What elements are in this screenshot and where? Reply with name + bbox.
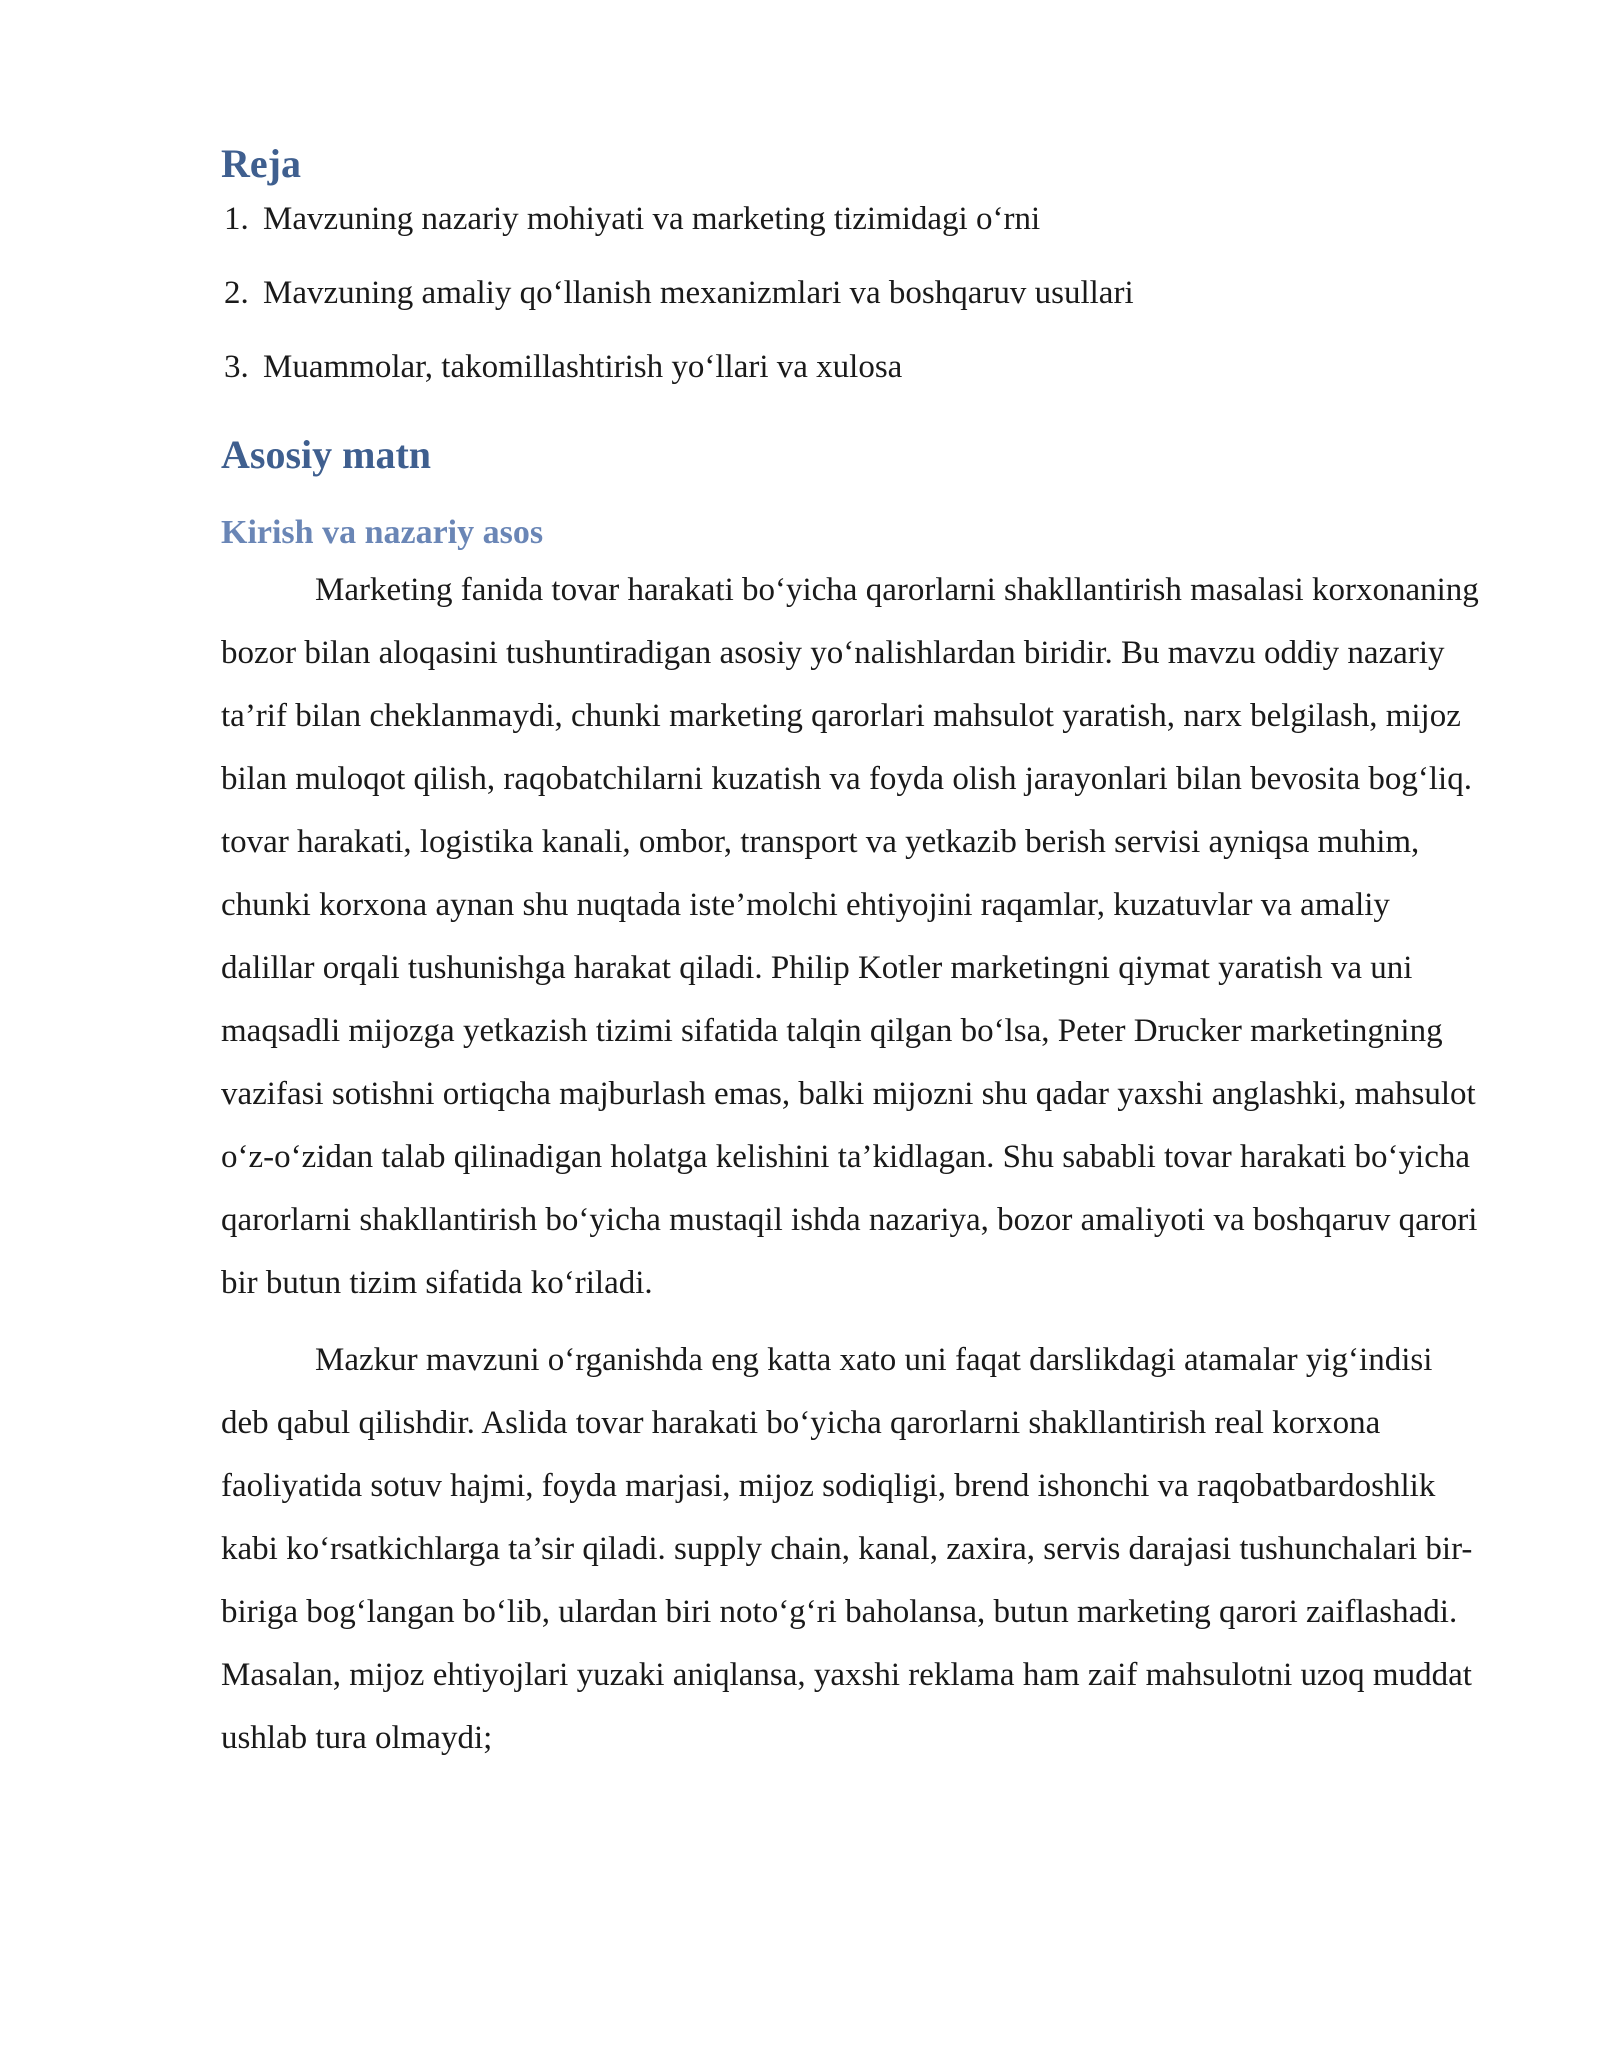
main-heading: Asosiy matn <box>221 431 432 477</box>
plan-item: 1. Mavzuning nazariy mohiyati va marketing tizimidagi o‘rni <box>257 198 1481 241</box>
section-heading: Kirish va nazariy asos <box>221 513 544 551</box>
plan-item: 2. Mavzuning amaliy qo‘llanish mexanizmlari va boshqaruv usullari <box>257 272 1481 315</box>
plan-heading: Reja <box>221 141 301 186</box>
plan-list <box>221 198 1481 389</box>
body-paragraph: Marketing fanida tovar harakati bo‘yicha qarorlarni shakllantirish masalasi korxonaning bozor bilan aloqasini tushuntiradigan asosiy yo‘nalishlardan biridir. Bu mavzu oddiy nazariy ta’rif bilan cheklanmaydi, chunki marketing qarorlari mahsulot yaratish, narx belgilash, mijoz bilan muloqot qilish, raqobatchilarni kuzatish va foyda olish jarayonlari bilan bevosita bog‘liq. tovar harakati, logistika kanali, ombor, transport va yetkazib berish servisi ayniqsa muhim, chunki korxona aynan shu nuqtada iste’molchi ehtiyojini raqamlar, kuzatuvlar va amaliy dalillar orqali tushunishga harakat qiladi. Philip Kotler marketingni qiymat yaratish va uni maqsadli mijozga yetkazish tizimi sifatida talqin qilgan bo‘lsa, Peter Drucker marketingning vazifasi sotishni ortiqcha majburlash emas, balki mijozni shu qadar yaxshi anglashki, mahsulot o‘z-o‘zidan talab qilinadigan holatga kelishini ta’kidlagan. Shu sababli tovar harakati bo‘yicha qarorlarni shakllantirish bo‘yicha mustaqil ishda nazariya, bozor amaliyoti va boshqaruv qarori bir butun tizim sifatida ko‘riladi. <box>221 572 1479 1302</box>
body-paragraph: Mazkur mavzuni o‘rganishda eng katta xato uni faqat darslikdagi atamalar yig‘indisi deb qabul qilishdir. Aslida tovar harakati bo‘yicha qarorlarni shakllantirish real korxona faoliyatida sotuv hajmi, foyda marjasi, mijoz sodiqligi, brend ishonchi va raqobatbardoshlik kabi ko‘rsatkichlarga ta’sir qiladi. supply chain, kanal, zaxira, servis darajasi tushunchalari bir-biriga bog‘langan bo‘lib, ulardan biri noto‘g‘ri baholansa, butun marketing qarori zaiflashadi. Masalan, mijoz ehtiyojlari yuzaki aniqlansa, yaxshi reklama ham zaif mahsulotni uzoq muddat ushlab tura olmaydi; <box>221 1342 1473 1757</box>
document-page <box>221 140 1481 1770</box>
plan-item: 3. Muammolar, takomillashtirish yo‘llari va xulosa <box>257 346 1481 389</box>
